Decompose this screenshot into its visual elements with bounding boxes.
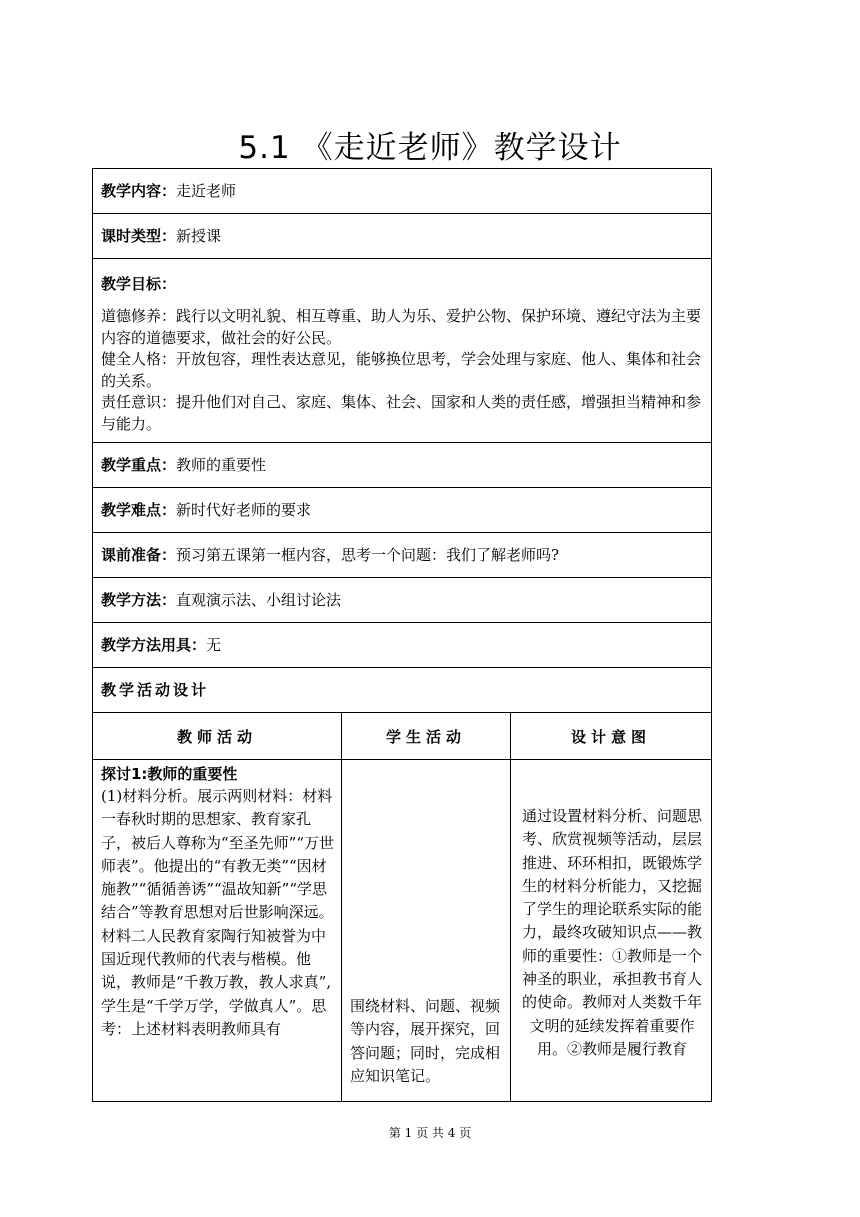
lesson-plan-table bbox=[92, 168, 712, 1102]
value-content: 走近老师 bbox=[176, 182, 237, 200]
value-difficulty: 新时代好老师的要求 bbox=[176, 501, 312, 519]
label-difficulty: 教学难点： bbox=[101, 501, 177, 519]
value-method: 直观演示法、小组讨论法 bbox=[176, 591, 342, 609]
label-key-point: 教学重点： bbox=[101, 456, 177, 474]
goal-personality: 健全人格：开放包容，理性表达意见，能够换位思考，学会处理与家庭、他人、集体和社会的关系。 bbox=[101, 350, 702, 390]
row-content bbox=[93, 169, 712, 214]
goal-responsibility: 责任意识：提升他们对自己、家庭、集体、社会、国家和人类的责任感，增强担当精神和参与能力。 bbox=[101, 393, 702, 433]
page-title: 5.1 《走近老师》教学设计 bbox=[238, 130, 622, 166]
design-intent-text: 通过设置材料分析、问题思考、欣赏视频等活动，层层推进、环环相扣，既锻炼学生的材料分析能力，又挖掘了学生的理论联系实际的能力，最终攻破知识点——教师的重要性：①教师是一个神圣的职业，承担教书育人的使命。教师对人类数千年文明的延续发挥着重要作用。②教师是履行教育 bbox=[522, 807, 703, 1058]
student-activity-cell bbox=[342, 760, 511, 1102]
value-preparation: 预习第五课第一框内容，思考一个问题：我们了解老师吗? bbox=[176, 546, 560, 564]
col-header-student: 学生活动 bbox=[342, 713, 511, 760]
label-lesson-type: 课时类型： bbox=[101, 227, 177, 245]
page-footer: 第 1 页 共 4 页 bbox=[388, 1126, 472, 1140]
value-lesson-type: 新授课 bbox=[176, 227, 222, 245]
value-tools: 无 bbox=[206, 636, 222, 654]
activity-design-heading: 教学活动设计 bbox=[101, 681, 210, 699]
row-preparation bbox=[93, 533, 712, 578]
teacher-activity-text: (1)材料分析。展示两则材料：材料一春秋时期的思想家、教育家孔子，被后人尊称为“至圣先师”“万世师表”。他提出的“有教无类”“因材施教”“循循善诱”“温故知新”“学思结合”等教育思想对后世影响深远。材料二人民教育家陶行知被誉为中国近现代教师的代表与楷模。他说，教师是“千教万教，教人求真”,学生是“千学万学，学做真人”。思考：上述材料表明教师具有 bbox=[101, 787, 335, 1038]
row-activity-design bbox=[93, 668, 712, 713]
row-method bbox=[93, 578, 712, 623]
label-tools: 教学方法用具： bbox=[101, 636, 207, 654]
row-goals bbox=[93, 259, 712, 443]
row-lesson-type bbox=[93, 214, 712, 259]
label-goals: 教学目标： bbox=[101, 275, 177, 293]
student-activity-text: 围绕材料、问题、视频等内容，展开探究，回答问题；同时，完成相应知识笔记。 bbox=[350, 997, 501, 1085]
label-preparation: 课前准备： bbox=[101, 546, 177, 564]
design-intent-cell bbox=[511, 760, 712, 1102]
label-method: 教学方法： bbox=[101, 591, 177, 609]
row-tools bbox=[93, 623, 712, 668]
col-header-intent: 设计意图 bbox=[511, 713, 712, 760]
goal-moral: 道德修养：践行以文明礼貌、相互尊重、助人为乐、爱护公物、保护环境、遵纪守法为主要内容的道德要求，做社会的好公民。 bbox=[101, 307, 702, 347]
teacher-activity-cell bbox=[93, 760, 342, 1102]
label-content: 教学内容： bbox=[101, 182, 177, 200]
row-difficulty bbox=[93, 488, 712, 533]
teacher-activity-heading: 探讨1:教师的重要性 bbox=[101, 765, 238, 783]
value-key-point: 教师的重要性 bbox=[176, 456, 267, 474]
col-header-teacher: 教师活动 bbox=[93, 713, 342, 760]
row-key-point bbox=[93, 443, 712, 488]
